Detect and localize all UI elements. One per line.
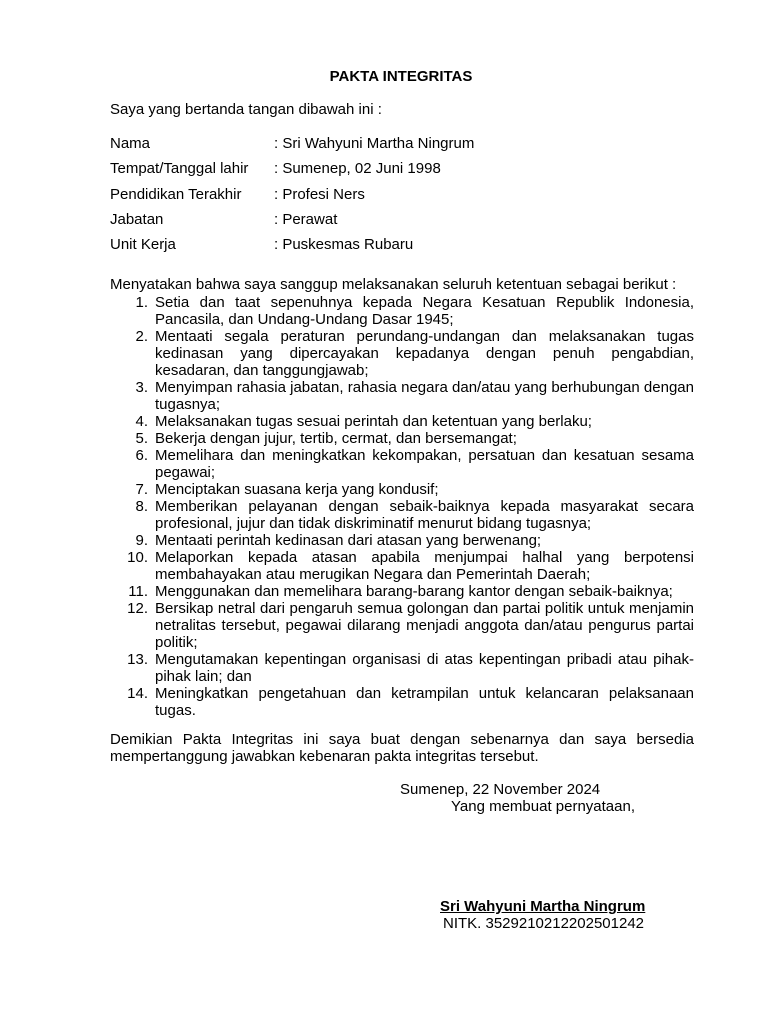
list-item-text: Setia dan taat sepenuhnya kepada Negara Kesatuan Republik Indonesia, Pancasila, dan Undang-Undang Dasar 1945;: [155, 294, 694, 328]
list-item-text: Memelihara dan meningkatkan kekompakan, persatuan dan kesatuan sesama pegawai;: [155, 447, 694, 481]
list-item-text: Melaksanakan tugas sesuai perintah dan ketentuan yang berlaku;: [155, 413, 592, 430]
list-item: [110, 498, 694, 532]
list-item-number: 3.: [135, 379, 148, 396]
identity-row-position: [110, 211, 474, 236]
identity-value: : Sumenep, 02 Juni 1998: [274, 160, 441, 178]
place-date: Sumenep, 22 November 2024: [400, 781, 601, 798]
identity-row-name: [110, 135, 474, 160]
list-item-number: 1.: [135, 294, 148, 311]
list-item: [110, 328, 694, 379]
list-item-text: Memberikan pelayanan dengan sebaik-baiknya kepada masyarakat secara profesional, jujur dan tidak diskriminatif menurut bidang tugasnya;: [155, 498, 694, 532]
list-item: [110, 600, 694, 651]
signer-id-number: NITK. 3529210212202501242: [443, 915, 645, 932]
list-item-text: Menggunakan dan memelihara barang-barang kantor dengan sebaik-baiknya;: [155, 583, 673, 600]
list-item-number: 7.: [135, 481, 148, 498]
list-item: [110, 447, 694, 481]
list-item-number: 12.: [127, 600, 148, 617]
list-item-text: Menciptakan suasana kerja yang kondusif;: [155, 481, 439, 498]
list-item: [110, 379, 694, 413]
list-item-number: 11.: [128, 583, 148, 600]
identity-label: Jabatan: [110, 210, 164, 228]
list-item: [110, 430, 694, 447]
identity-value: : Perawat: [274, 210, 338, 228]
identity-label: Pendidikan Terakhir: [110, 185, 242, 203]
list-item-text: Mengutamakan kepentingan organisasi di atas kepentingan pribadi atau pihak-pihak lain; dan: [155, 651, 694, 685]
declaration-text: Menyatakan bahwa saya sanggup melaksanakan seluruh ketentuan sebagai berikut :: [110, 276, 677, 293]
list-item: [110, 294, 694, 328]
list-item-text: Mentaati perintah kedinasan dari atasan yang berwenang;: [155, 532, 542, 549]
list-item-number: 13.: [127, 651, 148, 668]
identity-row-education: [110, 186, 474, 211]
identity-label: Unit Kerja: [110, 236, 176, 254]
list-item-text: Bekerja dengan jujur, tertib, cermat, dan bersemangat;: [155, 430, 517, 447]
list-item-text: Mentaati segala peraturan perundang-undangan dan melaksanakan tugas kedinasan yang dipercayakan kepadanya dengan penuh pengabdian, kesadaran, dan tanggungjawab;: [155, 328, 694, 379]
identity-value: : Profesi Ners: [274, 185, 365, 203]
list-item-number: 9.: [135, 532, 148, 549]
provisions-list: [110, 294, 694, 719]
document-title: PAKTA INTEGRITAS: [329, 68, 473, 85]
list-item: [110, 651, 694, 685]
list-item-number: 2.: [135, 328, 148, 345]
identity-row-unit: [110, 236, 474, 261]
list-item-number: 14.: [127, 685, 148, 702]
signer-name: Sri Wahyuni Martha Ningrum: [440, 898, 646, 915]
list-item: [110, 413, 694, 430]
identity-label: Nama: [110, 135, 151, 152]
closing-statement: Demikian Pakta Integritas ini saya buat dengan sebenarnya dan saya bersedia mempertanggung jawabkan kebenaran pakta integritas tersebut.: [110, 731, 694, 765]
list-item-text: Melaporkan kepada atasan apabila menjumpai halhal yang berpotensi membahayakan atau merugikan Negara dan Pemerintah Daerah;: [155, 549, 694, 583]
list-item-number: 5.: [135, 430, 148, 447]
list-item: [110, 685, 694, 719]
list-item-number: 10.: [127, 549, 148, 566]
identity-value: : Puskesmas Rubaru: [274, 236, 414, 254]
identity-block: [110, 135, 474, 261]
list-item-text: Meningkatkan pengetahuan dan ketrampilan untuk kelancaran pelaksanaan tugas.: [155, 685, 694, 719]
list-item: [110, 481, 694, 498]
list-item: [110, 532, 694, 549]
identity-value: : Sri Wahyuni Martha Ningrum: [274, 135, 475, 152]
list-item: [110, 549, 694, 583]
list-item-text: Bersikap netral dari pengaruh semua golongan dan partai politik untuk menjamin netralitas tersebut, pegawai dilarang menjadi anggota dan/atau pengurus partai politik;: [155, 600, 694, 651]
list-item-text: Menyimpan rahasia jabatan, rahasia negara dan/atau yang berhubungan dengan tugasnya;: [155, 379, 694, 413]
list-item-number: 4.: [135, 413, 148, 430]
list-item-number: 6.: [135, 447, 148, 464]
identity-label: Tempat/Tanggal lahir: [110, 160, 249, 178]
list-item-number: 8.: [135, 498, 148, 515]
maker-label: Yang membuat pernyataan,: [451, 798, 636, 815]
list-item: [110, 583, 694, 600]
intro-text: Saya yang bertanda tangan dibawah ini :: [110, 101, 382, 118]
identity-row-birth: [110, 160, 474, 185]
